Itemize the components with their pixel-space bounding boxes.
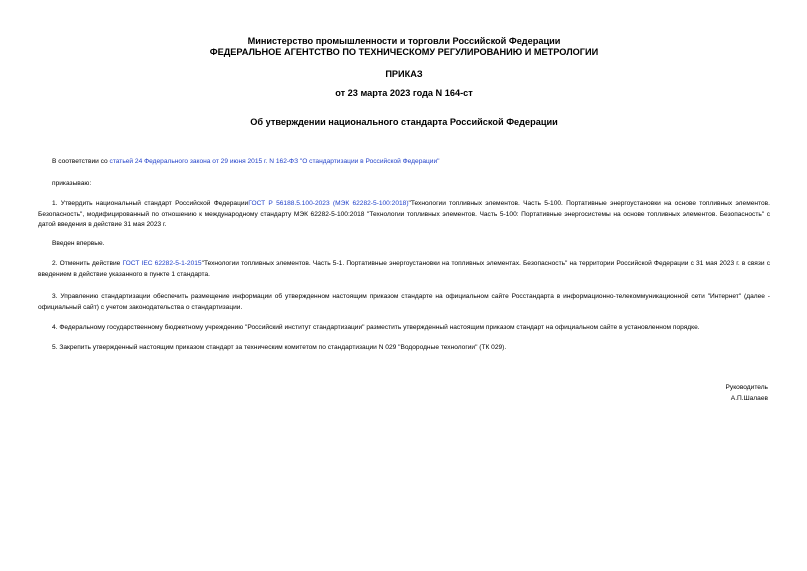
gost-r-56188-link[interactable]: ГОСТ Р 56188.5.100-2023 (МЭК 62282-5-100:2018)	[248, 200, 409, 207]
order-date-number: от 23 марта 2023 года N 164-ст	[335, 88, 473, 98]
introduced-first-paragraph: Введен впервые.	[52, 240, 105, 247]
signature-name: А.П.Шалаев	[730, 395, 768, 402]
intro-paragraph	[38, 157, 770, 168]
paragraph-2	[38, 259, 770, 280]
paragraph-1-text: "Технологии топливных элементов. Часть 5-100. Портативные энергоустановки на основе топливных элементов. Безопасность", модифицированный по отношению к международному стандарту МЭК 62282-5-100:2018 "Технологии топливных элементов. Часть 5-100: Портативные энергосистемы на основе топливных элементов. Безопасность" с датой введения в действие 31 мая 2023 г.	[38, 200, 770, 228]
paragraph-3: 3. Управлению стандартизации обеспечить размещение информации об утвержденном настоящим приказом стандарте на официальном сайте Росстандарта в информационно-телекоммуникационной сети "Интернет" (далее - официальный сайт) с учетом законодательства о стандартизации.	[38, 293, 770, 311]
federal-law-link[interactable]: статьей 24 Федерального закона от 29 июня 2015 г. N 162-ФЗ "О стандартизации в Российской Федерации"	[109, 158, 440, 165]
intro-prefix: В соответствии со	[52, 158, 110, 165]
ministry-title: Министерство промышленности и торговли Российской Федерации	[247, 36, 561, 46]
paragraph-1	[38, 199, 770, 231]
agency-title: ФЕДЕРАЛЬНОЕ АГЕНТСТВО ПО ТЕХНИЧЕСКОМУ РЕГУЛИРОВАНИЮ И МЕТРОЛОГИИ	[209, 47, 599, 57]
gost-iec-62282-link[interactable]: ГОСТ IEC 62282-5-1-2015	[122, 260, 202, 267]
orders-paragraph: приказываю:	[52, 180, 92, 187]
document-page	[38, 0, 770, 571]
paragraph-2-text: "Технологии топливных элементов. Часть 5-1. Портативные энергоустановки на топливных элементах. Безопасность" на территории Российской Федерации с 31 мая 2023 г. в связи с введением в действие указанного в пункте 1 стандарта.	[38, 260, 770, 278]
order-subject: Об утверждении национального стандарта Российской Федерации	[250, 117, 558, 127]
paragraph-4: 4. Федеральному государственному бюджетному учреждению "Российский институт стандартизации" разместить утвержденный настоящим приказом стандарт на официальном сайте в установленном порядке.	[52, 324, 700, 331]
paragraph-1-prefix: 1. Утвердить национальный стандарт Российской Федерации	[52, 200, 249, 207]
signature-title: Руководитель	[725, 384, 768, 391]
paragraph-5: 5. Закрепить утвержденный настоящим приказом стандарт за техническим комитетом по стандартизации N 029 "Водородные технологии" (ТК 029).	[52, 344, 507, 351]
paragraph-2-prefix: 2. Отменить действие	[52, 260, 123, 267]
order-title: ПРИКАЗ	[385, 69, 423, 79]
